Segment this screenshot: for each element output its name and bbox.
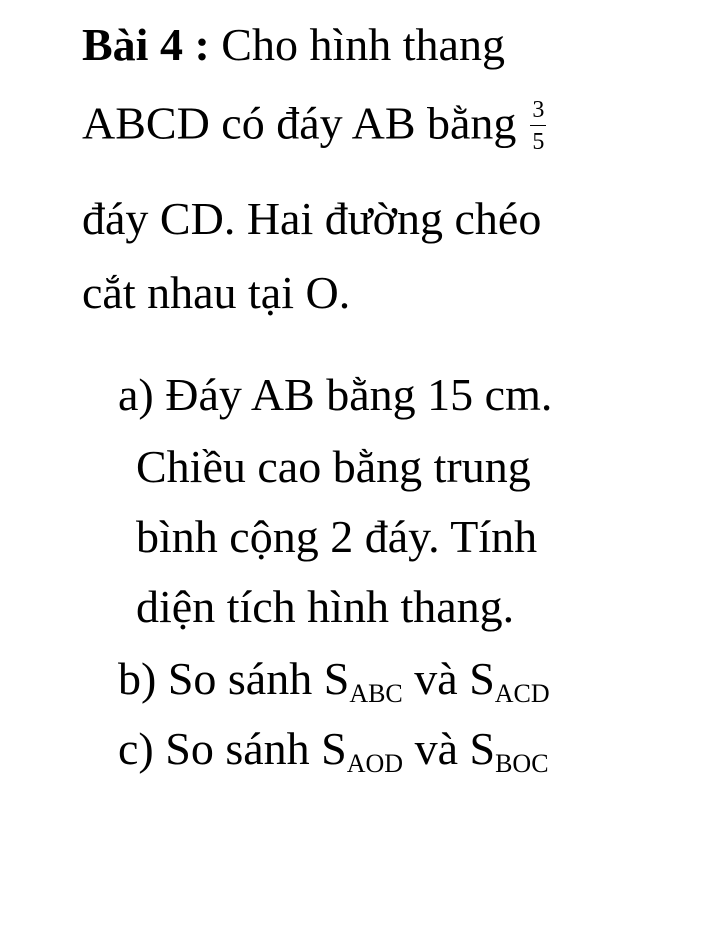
part-c-subscript-2: BOC xyxy=(495,749,549,778)
part-a-line-3: bình cộng 2 đáy. Tính xyxy=(136,511,538,562)
part-c-middle: và S xyxy=(403,723,496,774)
problem-line-2 xyxy=(82,97,546,156)
part-c-subscript-1: AOD xyxy=(346,749,404,778)
part-c-prefix: c) So sánh S xyxy=(118,723,347,774)
part-b-line xyxy=(118,653,550,708)
problem-line-4: cắt nhau tại O. xyxy=(82,267,351,318)
part-b-subscript-2: ACD xyxy=(494,679,550,708)
fraction-numerator: 3 xyxy=(532,97,545,123)
part-c-line xyxy=(118,723,549,778)
part-b-subscript-1: ABC xyxy=(349,679,403,708)
problem-line-3: đáy CD. Hai đường chéo xyxy=(82,193,542,244)
fraction-three-fifths xyxy=(530,98,546,154)
part-a-line-1: a) Đáy AB bằng 15 cm. xyxy=(118,369,553,420)
fraction-denominator: 5 xyxy=(532,129,545,155)
problem-line-1 xyxy=(82,19,505,70)
part-a-line-4: diện tích hình thang. xyxy=(136,581,515,632)
problem-text-1: Cho hình thang xyxy=(221,19,505,70)
part-a-line-2: Chiều cao bằng trung xyxy=(136,441,531,492)
part-b-prefix: b) So sánh S xyxy=(118,653,350,704)
part-b-middle: và S xyxy=(402,653,495,704)
problem-text-2: ABCD có đáy AB bằng xyxy=(82,97,517,149)
problem-title: Bài 4 : xyxy=(82,19,210,70)
